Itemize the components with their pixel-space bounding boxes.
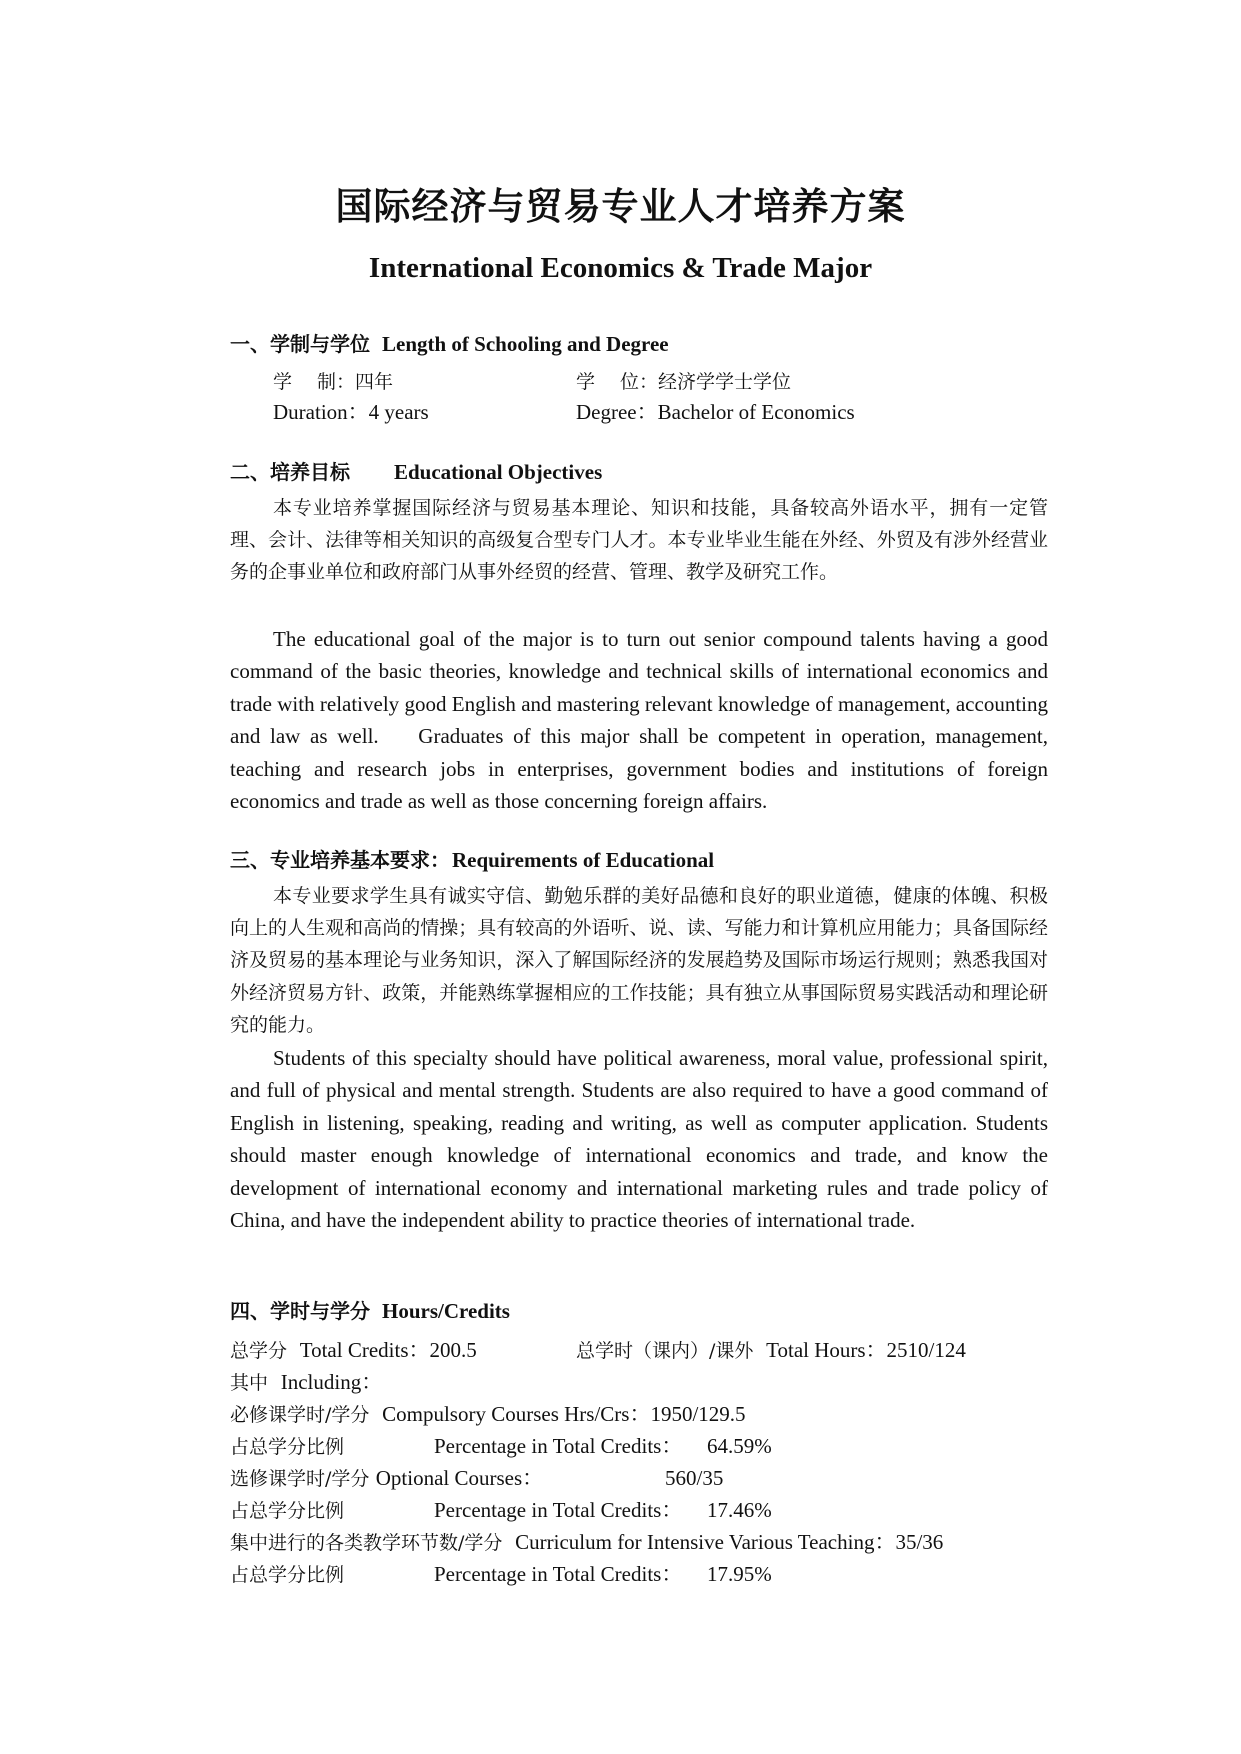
percentage-label-3: 占总学分比例 — [230, 1564, 345, 1586]
section-heading-zh: 三、专业培养基本要求： — [230, 848, 450, 872]
requirements-paragraph-zh: 本专业要求学生具有诚实守信、勤勉乐群的美好品德和良好的职业道德，健康的体魄、积极向上的人生观和高尚的情操；具有较高的外语听、说、读、写能力和计算机应用能力；具备国际经济及贸易的基本理论与业务知识，深入了解国际经济的发展趋势及国际市场运行规则；熟悉我国对外经济贸易方针、政策，并能熟练掌握相应的工作技能；具有独立从事国际贸易实践活动和理论研究的能力。 — [230, 885, 1048, 1036]
duration-zh: 学 制：四年 — [273, 371, 394, 393]
including-label: 其中 Including： — [230, 1370, 383, 1394]
percentage-text-1: Percentage in Total Credits： — [434, 1434, 683, 1458]
section-heading-credits — [230, 1295, 510, 1324]
objectives-paragraph-en: The educational goal of the major is to turn out senior compound talents having a good command of the basic theories, knowledge and technical skills of international economics and trade with relatively good English and mastering relevant knowledge of management, accounting and law as well. Graduates of this major shall be competent in operation, management, teaching and research jobs in enterprises, government bodies and institutions of foreign economics and trade as well as those concerning foreign affairs. — [230, 627, 1048, 814]
percentage-value-1: 64.59% — [707, 1434, 772, 1458]
section-heading-zh: 二、培养目标 — [230, 460, 350, 484]
optional-courses: 选修课学时/学分 Optional Courses： — [230, 1466, 544, 1490]
total-credits: 总学分 Total Credits：200.5 — [230, 1338, 477, 1362]
section-heading-en: Educational Objectives — [394, 460, 603, 484]
total-hours: 总学时（课内）/课外 Total Hours：2510/124 — [576, 1338, 966, 1362]
document-title-chinese: 国际经济与贸易专业人才培养方案 — [335, 185, 906, 228]
section-heading-en: Length of Schooling and Degree — [382, 332, 669, 356]
objectives-paragraph-zh: 本专业培养掌握国际经济与贸易基本理论、知识和技能，具备较高外语水平，拥有一定管理、会计、法律等相关知识的高级复合型专门人才。本专业毕业生能在外经、外贸及有涉外经营业务的企事业单位和政府部门从事外经贸的经营、管理、教学及研究工作。 — [230, 497, 1048, 584]
percentage-label-1: 占总学分比例 — [230, 1436, 345, 1458]
compulsory-courses: 必修课学时/学分 Compulsory Courses Hrs/Crs：1950/129.5 — [230, 1402, 746, 1426]
section-heading-schooling — [230, 328, 669, 357]
requirements-paragraph-en: Students of this specialty should have political awareness, moral value, professional spirit, and full of physical and mental strength. Students are also required to have a good command of English in listening, speaking, reading and writing, as well as computer application. Students should master enough knowledge of international economics and trade, and know the development of international economy and international marketing rules and trade policy of China, and have the independent ability to practice theories of international trade. — [230, 1046, 1048, 1233]
optional-courses-value: 560/35 — [665, 1466, 724, 1490]
section-heading-en: Hours/Credits — [382, 1299, 510, 1323]
percentage-text-2: Percentage in Total Credits： — [434, 1498, 683, 1522]
section-heading-requirements — [230, 844, 714, 873]
section-heading-objectives — [230, 456, 602, 485]
degree-zh: 学 位：经济学学士学位 — [576, 371, 792, 393]
degree-en: Degree：Bachelor of Economics — [576, 400, 855, 424]
intensive-teaching: 集中进行的各类教学环节数/学分 Curriculum for Intensive Various Teaching：35/36 — [230, 1530, 944, 1554]
duration-en: Duration：4 years — [273, 400, 429, 424]
section-heading-en: Requirements of Educational — [452, 848, 715, 872]
section-heading-zh: 一、学制与学位 — [230, 332, 370, 356]
percentage-value-2: 17.46% — [707, 1498, 772, 1522]
percentage-value-3: 17.95% — [707, 1562, 772, 1586]
percentage-text-3: Percentage in Total Credits： — [434, 1562, 683, 1586]
document-title-english: International Economics & Trade Major — [368, 252, 873, 284]
percentage-label-2: 占总学分比例 — [230, 1500, 345, 1522]
section-heading-zh: 四、学时与学分 — [230, 1299, 370, 1323]
